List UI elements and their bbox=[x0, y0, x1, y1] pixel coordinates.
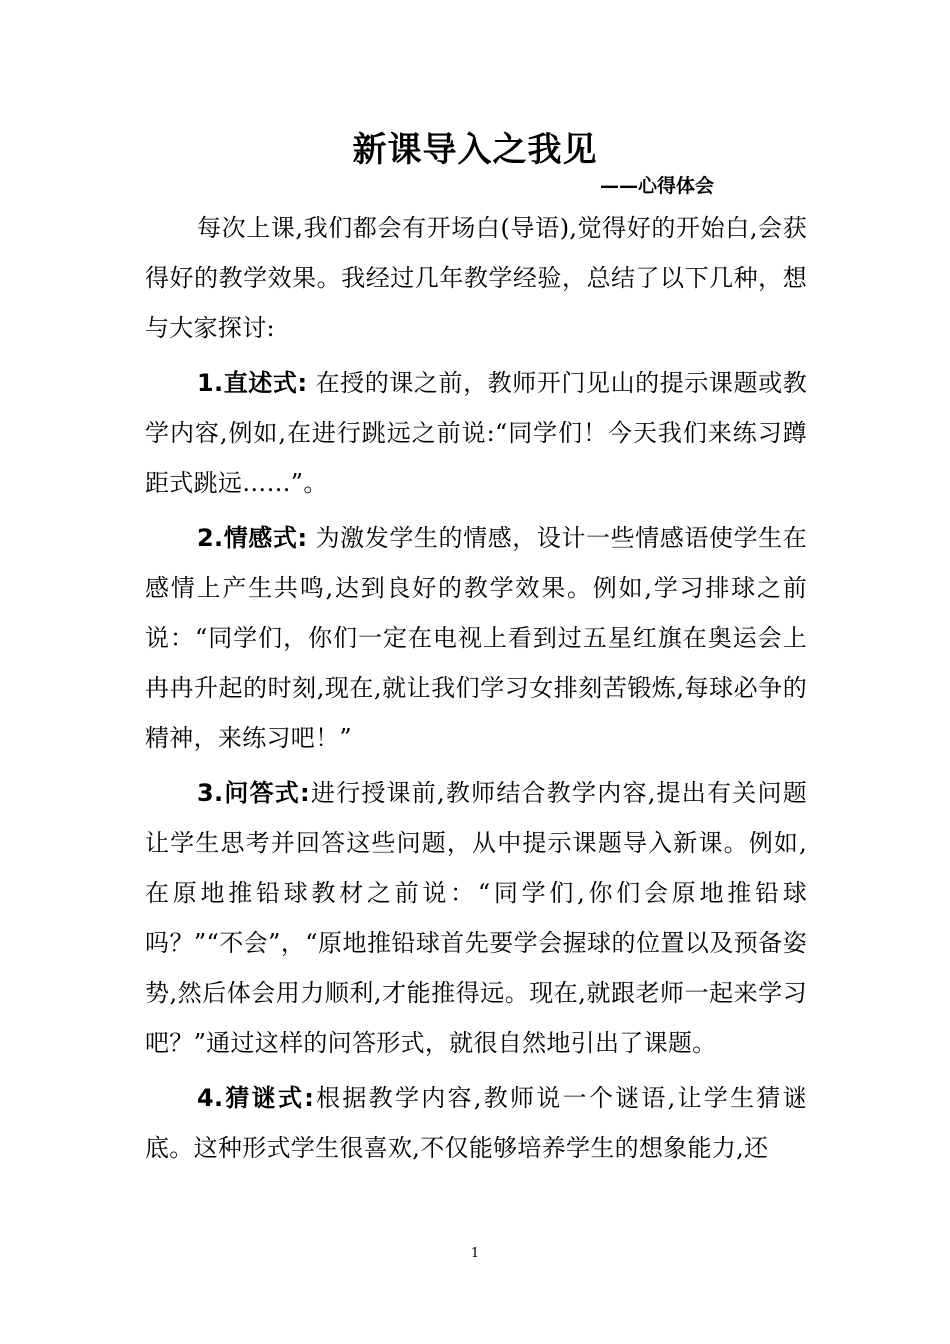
section-heading-4: 4.猜谜式: bbox=[197, 1084, 315, 1112]
section-text-2: 为激发学生的情感，设计一些情感语使学生在感情上产生共鸣,达到良好的教学效果。例如,学习排球之前说：“同学们，你们一定在电视上看到过五星红旗在奥运会上冉冉升起的时刻,现在,就让我们学习女排刻苦锻炼,每球必争的精神，来练习吧！” bbox=[145, 524, 807, 752]
section-text-4: 根据教学内容,教师说一个谜语,让学生猜谜底。这种形式学生很喜欢,不仅能够培养学生的想象能力,还 bbox=[145, 1084, 807, 1162]
section-paragraph-4 bbox=[145, 1073, 807, 1173]
document-body bbox=[145, 203, 807, 1173]
section-paragraph-3 bbox=[145, 768, 807, 1068]
section-heading-1: 1.直述式: bbox=[197, 369, 308, 397]
section-paragraph-1 bbox=[145, 358, 807, 508]
section-text-1: 在授的课之前，教师开门见山的提示课题或教学内容,例如,在进行跳远之前说:“同学们！今天我们来练习蹲距式跳远……”。 bbox=[145, 369, 807, 497]
section-heading-2: 2.情感式: bbox=[197, 524, 308, 552]
page-title: 新课导入之我见 bbox=[352, 130, 598, 170]
section-text-3: 进行授课前,教师结合教学内容,提出有关问题让学生思考并回答这些问题，从中提示课题导入新课。例如,在原地推铅球教材之前说：“同学们,你们会原地推铅球吗？”“不会”，“原地推铅球首先要学会握球的位置以及预备姿势,然后体会用力顺利,才能推得远。现在,就跟老师一起来学习吧？”通过这样的问答形式，就很自然地引出了课题。 bbox=[145, 779, 807, 1057]
section-heading-3: 3.问答式: bbox=[197, 779, 310, 807]
section-paragraph-2 bbox=[145, 513, 807, 763]
intro-paragraph: 每次上课,我们都会有开场白(导语),觉得好的开始白,会获得好的教学效果。我经过几年教学经验，总结了以下几种，想与大家探讨: bbox=[145, 214, 807, 342]
page-subtitle: ——心得体会 bbox=[600, 175, 715, 197]
page-number: 1 bbox=[470, 1246, 480, 1261]
